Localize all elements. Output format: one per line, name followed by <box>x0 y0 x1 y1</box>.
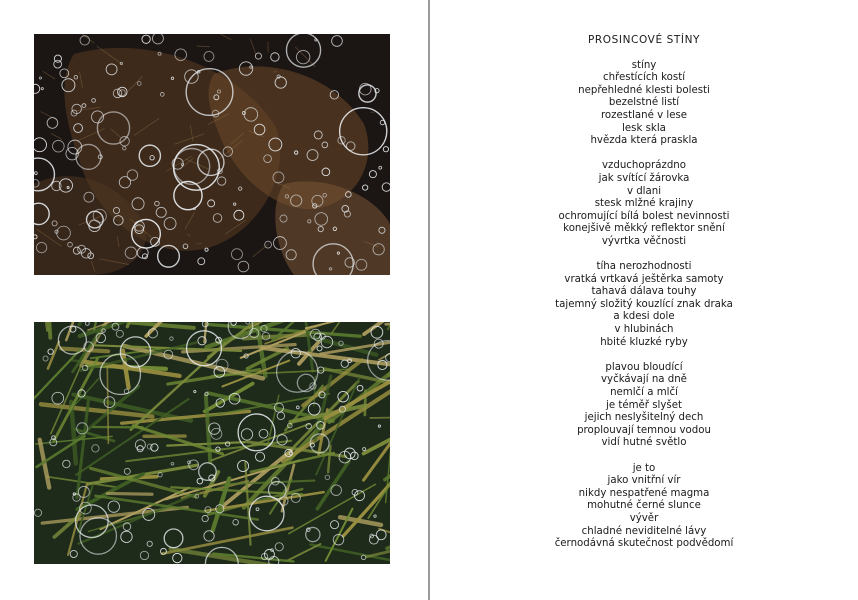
poem-line: jejich neslyšitelný dech <box>584 412 704 424</box>
poem-line: plavou bloudící <box>605 361 683 373</box>
poem-stanzas <box>430 60 858 551</box>
poem-line: chladné neviditelné lávy <box>581 525 707 537</box>
poem-line: vývrtka věčnosti <box>601 235 687 247</box>
poem-line: jako vnitřní vír <box>607 475 681 487</box>
poem-line: vzduchoprázdno <box>602 160 686 172</box>
right-page <box>430 0 858 600</box>
poem-line: v hlubinách <box>614 324 674 336</box>
left-page <box>0 0 428 600</box>
poem-line: vratká vrtkavá ještěrka samoty <box>564 273 724 285</box>
poem-line: lesk skla <box>622 122 666 134</box>
poem-line: chřestících kostí <box>602 72 686 84</box>
photo-ice-bubbles-leaves-image <box>34 34 390 275</box>
poem-line: vyčkávají na dně <box>601 374 687 386</box>
poem-line: konejšivě měkký reflektor snění <box>563 223 725 235</box>
photo-ice-bubbles-grass-image <box>34 322 390 564</box>
poem-line: vidí hutné světlo <box>601 437 687 449</box>
poem-line: nepřehledné klesti bolesti <box>578 84 710 96</box>
poem-line: ochromující bílá bolest nevinnosti <box>558 210 730 222</box>
poem-line: tíha nerozhodnosti <box>596 261 692 273</box>
poem-title: PROSINCOVÉ STÍNY <box>587 34 701 46</box>
poem-line: černodávná skutečnost podvědomí <box>554 538 734 550</box>
poem-line: nikdy nespatřené magma <box>578 487 710 499</box>
photo-ice-bubbles-leaves <box>34 34 390 275</box>
poem-line: mohutné černé slunce <box>587 500 701 512</box>
poem-line: vývěr <box>629 512 659 524</box>
poem-line: v dlani <box>626 185 662 197</box>
poem-line: a kdesi dole <box>613 311 675 323</box>
poem-line: nemlčí a mlčí <box>610 387 678 399</box>
poem-line: bezelstné listí <box>608 97 680 109</box>
poem <box>430 34 858 563</box>
poem-stanza <box>430 60 858 148</box>
poem-line: je téměř slyšet <box>606 399 682 411</box>
poem-line: hvězda která praskla <box>590 135 698 147</box>
poem-stanza <box>430 160 858 248</box>
poem-line: stesk mlžné krajiny <box>594 198 694 210</box>
poem-line: proplouvají temnou vodou <box>577 424 711 436</box>
poem-line: tajemný složitý kouzlící znak draka <box>555 298 733 310</box>
poem-stanza <box>430 463 858 551</box>
photo-ice-bubbles-grass <box>34 322 390 564</box>
poem-line: jak svítící žárovka <box>598 172 690 184</box>
poem-line: hbité kluzké ryby <box>600 336 688 348</box>
poem-stanza <box>430 261 858 349</box>
poem-stanza <box>430 362 858 450</box>
poem-line: rozestlané v lese <box>600 109 688 121</box>
poem-line: stíny <box>631 59 657 71</box>
poem-line: tahavá dálava touhy <box>591 286 697 298</box>
poem-line: je to <box>632 462 656 474</box>
